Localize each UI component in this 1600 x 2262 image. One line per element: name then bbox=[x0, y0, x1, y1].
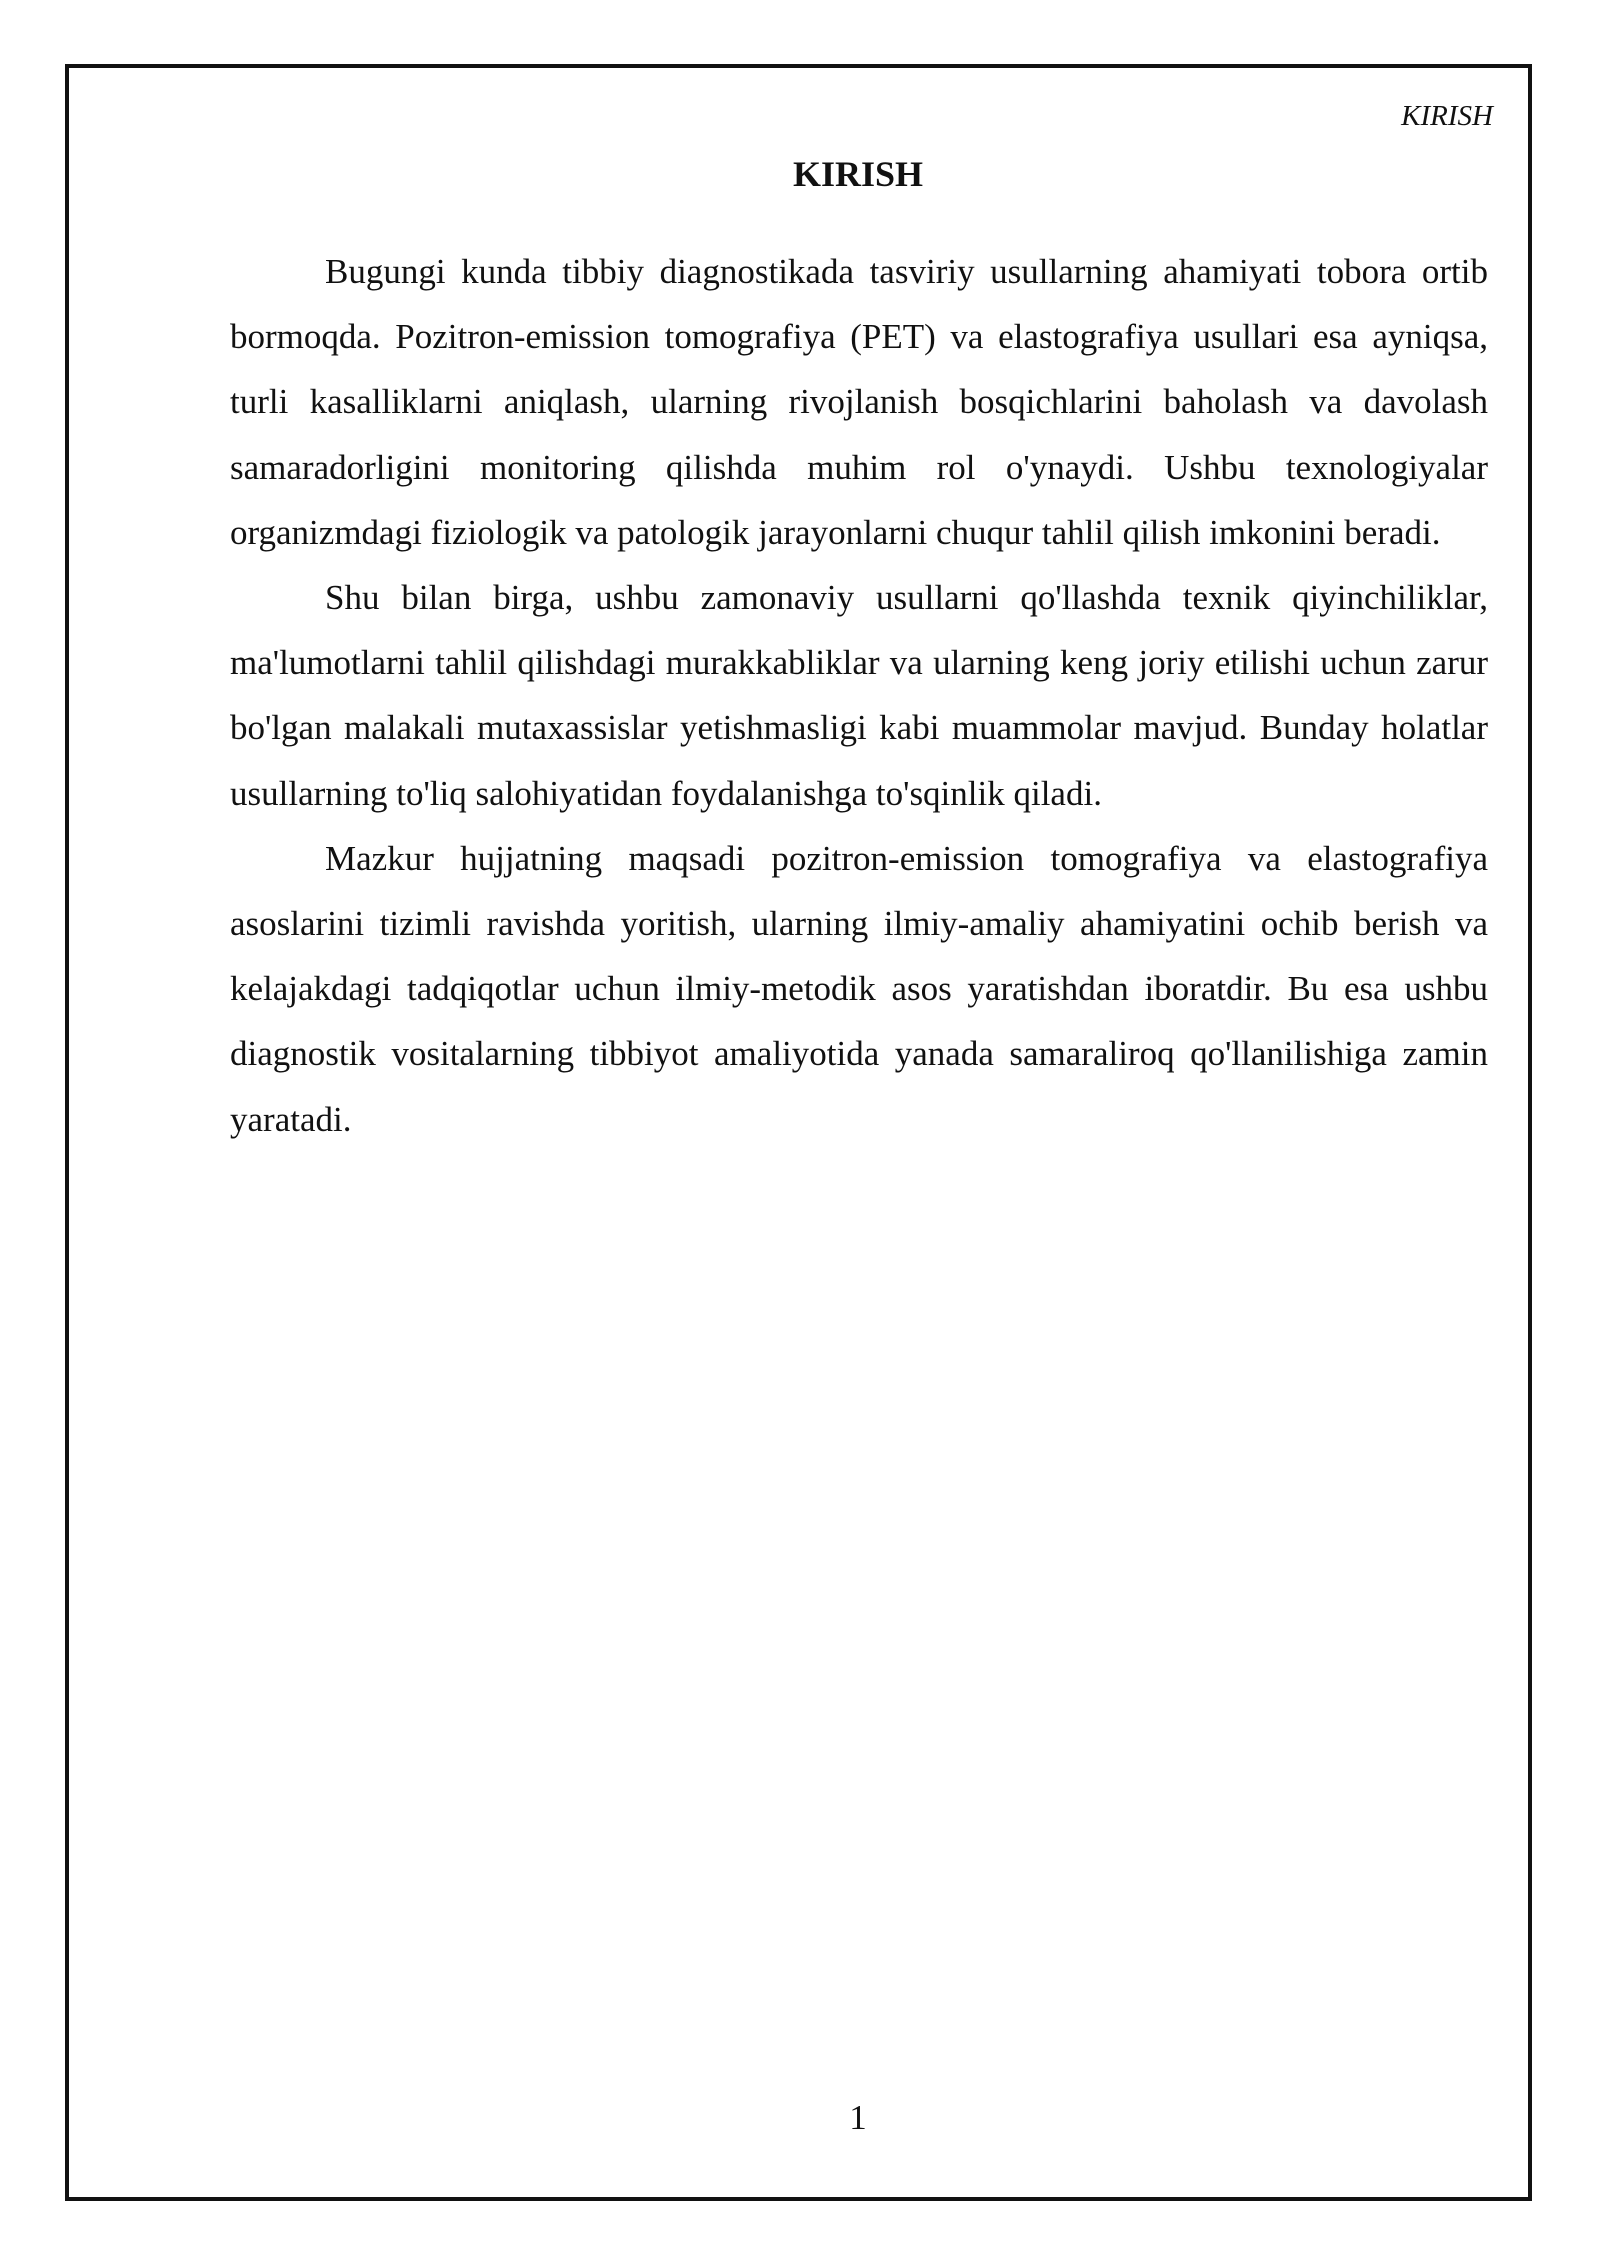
document-title: KIRISH bbox=[792, 154, 924, 194]
paragraph-3: Mazkur hujjatning maqsadi pozitron-emission tomografiya va elastografiya asoslarini tizimli ravishda yoritish, ularning ilmiy-amaliy ahamiyatini ochib berish va kelajakdagi tadqiqotlar uchun ilmiy-metodik asos yaratishdan iboratdir. Bu esa ushbu diagnostik vositalarning tibbiyot amaliyotida yanada samaraliroq qo'llanilishiga zamin yaratadi. bbox=[230, 838, 1488, 1139]
page-number: 1 bbox=[849, 2098, 867, 2137]
paragraph-1: Bugungi kunda tibbiy diagnostikada tasviriy usullarning ahamiyati tobora ortib bormoqda. Pozitron-emission tomografiya (PET) va elastografiya usullari esa ayniqsa, turli kasalliklarni aniqlash, ularning rivojlanish bosqichlarini baholash va davolash samaradorligini monitoring qilishda muhim rol o'ynaydi. Ushbu texnologiyalar organizmdagi fiziologik va patologik jarayonlarni chuqur tahlil qilish imkonini beradi. bbox=[230, 252, 1488, 552]
running-header: KIRISH bbox=[1401, 100, 1493, 132]
paragraph-2: Shu bilan birga, ushbu zamonaviy usullarni qo'llashda texnik qiyinchiliklar, ma'lumotlarni tahlil qilishdagi murakkabliklar va ularning keng joriy etilishi uchun zarur bo'lgan malakali mutaxassislar yetishmasligi kabi muammolar mavjud. Bunday holatlar usullarning to'liq salohiyatidan foydalanishga to'sqinlik qiladi. bbox=[230, 578, 1488, 813]
document-body bbox=[230, 239, 1488, 1152]
